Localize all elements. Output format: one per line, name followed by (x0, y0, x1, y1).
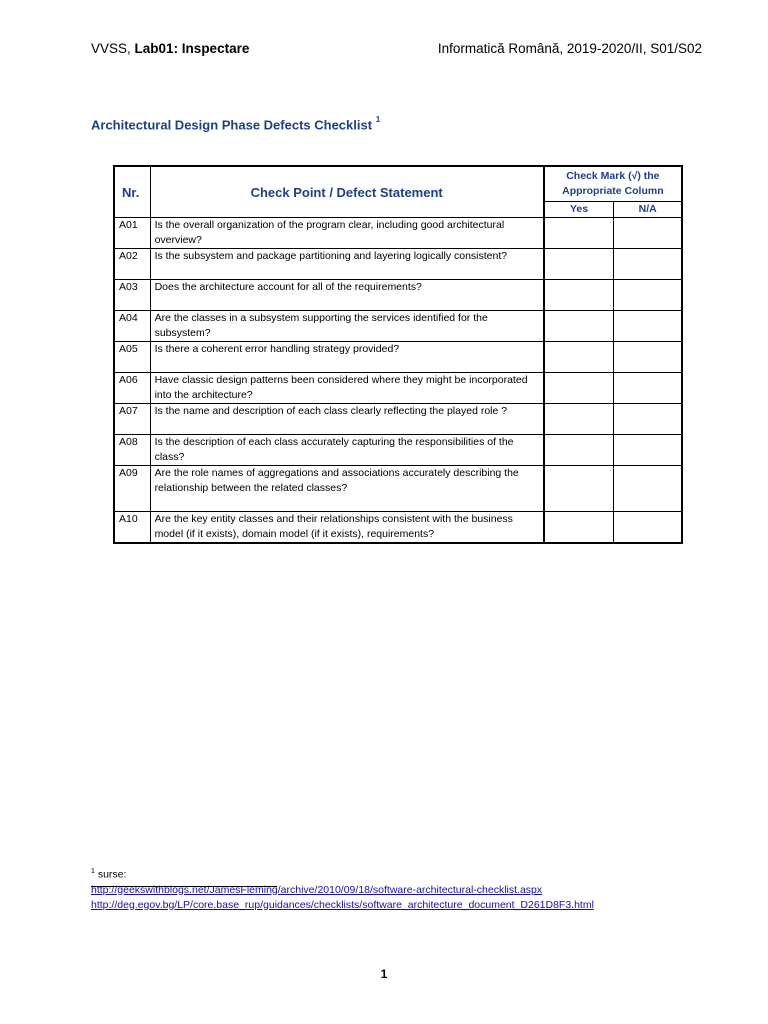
row-statement: Does the architecture account for all of the requirements? (150, 280, 544, 311)
yes-cell[interactable] (544, 342, 614, 373)
yes-cell[interactable] (544, 466, 614, 512)
page-number: 1 (380, 967, 388, 981)
column-header-yes: Yes (544, 202, 614, 218)
row-number: A06 (114, 373, 150, 404)
footnote-label (91, 864, 731, 883)
source-link-deg-egov[interactable]: http://deg.egov.bg/LP/core.base_rup/guidances/checklists/software_architecture_document_D261D8F3.html (91, 898, 594, 911)
defects-checklist-table (113, 165, 683, 544)
row-statement: Have classic design patterns been considered where they might be incorporated into the architecture? (150, 373, 544, 404)
column-header-check-mark: Check Mark (√) the Appropriate Column (544, 166, 682, 202)
table-row (114, 249, 682, 280)
yes-cell[interactable] (544, 280, 614, 311)
document-title-text: Architectural Design Phase Defects Checklist (91, 117, 373, 133)
yes-cell[interactable] (544, 373, 614, 404)
course-name: VVSS, (91, 41, 131, 56)
table-row (114, 435, 682, 466)
row-number: A05 (114, 342, 150, 373)
na-cell[interactable] (614, 218, 682, 249)
yes-cell[interactable] (544, 512, 614, 544)
table-header-row (114, 166, 682, 202)
na-cell[interactable] (614, 311, 682, 342)
table-row (114, 218, 682, 249)
row-number: A07 (114, 404, 150, 435)
row-number: A04 (114, 311, 150, 342)
row-statement: Is the name and description of each class clearly reflecting the played role ? (150, 404, 544, 435)
table-row (114, 404, 682, 435)
page-header-right: Informatică Română, 2019-2020/II, S01/S02 (437, 41, 702, 56)
lab-title: Lab01: Inspectare (134, 41, 250, 56)
yes-cell[interactable] (544, 404, 614, 435)
row-statement: Is there a coherent error handling strategy provided? (150, 342, 544, 373)
yes-cell[interactable] (544, 311, 614, 342)
column-header-statement: Check Point / Defect Statement (150, 166, 544, 218)
na-cell[interactable] (614, 466, 682, 512)
column-header-nr: Nr. (114, 166, 150, 218)
row-number: A01 (114, 218, 150, 249)
table-row (114, 466, 682, 512)
table-row (114, 373, 682, 404)
document-title (91, 117, 380, 132)
na-cell[interactable] (614, 404, 682, 435)
na-cell[interactable] (614, 342, 682, 373)
footnote-label-text: surse: (97, 868, 127, 881)
row-statement: Is the subsystem and package partitioning and layering logically consistent? (150, 249, 544, 280)
row-number: A02 (114, 249, 150, 280)
yes-cell[interactable] (544, 435, 614, 466)
table-row (114, 342, 682, 373)
row-number: A10 (114, 512, 150, 544)
na-cell[interactable] (614, 249, 682, 280)
table-row (114, 280, 682, 311)
row-statement: Is the description of each class accurately capturing the responsibilities of the class? (150, 435, 544, 466)
yes-cell[interactable] (544, 218, 614, 249)
na-cell[interactable] (614, 512, 682, 544)
na-cell[interactable] (614, 280, 682, 311)
na-cell[interactable] (614, 435, 682, 466)
table-row (114, 512, 682, 544)
row-statement: Are the role names of aggregations and associations accurately describing the relationship between the related classes? (150, 466, 544, 512)
row-statement: Are the classes in a subsystem supporting the services identified for the subsystem? (150, 311, 544, 342)
row-number: A09 (114, 466, 150, 512)
yes-cell[interactable] (544, 249, 614, 280)
footnote-reference: 1 (375, 115, 381, 124)
row-statement: Are the key entity classes and their relationships consistent with the business model (if it exists), domain model (if it exists), requirements? (150, 512, 544, 544)
table-row (114, 311, 682, 342)
row-statement: Is the overall organization of the program clear, including good architectural overview? (150, 218, 544, 249)
na-cell[interactable] (614, 373, 682, 404)
row-number: A03 (114, 280, 150, 311)
source-link-geekswithblogs[interactable]: http://geekswithblogs.net/JamesFleming/archive/2010/09/18/software-architectural-checklist.aspx (91, 883, 543, 896)
row-number: A08 (114, 435, 150, 466)
footnote (91, 864, 731, 913)
page-header-left (91, 41, 249, 56)
column-header-na: N/A (614, 202, 682, 218)
footnote-marker: 1 (91, 868, 95, 875)
